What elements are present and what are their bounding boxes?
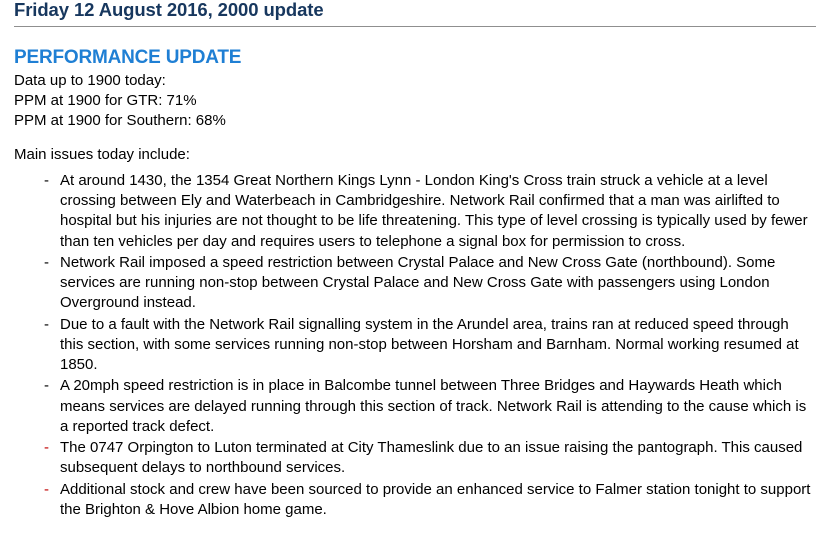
bullet-marker: - (44, 377, 49, 395)
list-item (14, 171, 816, 252)
issues-list (14, 171, 816, 520)
bullet-marker: - (44, 439, 49, 457)
list-item (14, 480, 816, 521)
list-item-text: At around 1430, the 1354 Great Northern Kings Lynn - London King's Cross train struck a vehicle at a level crossing between Ely and Waterbeach in Cambridgeshire. Network Rail confirmed that a man was airlifted to hospital but his injuries are not thought to be life threatening. This type of level crossing is typically used by fewer than ten vehicles per day and requires users to telephone a signal box for permission to cross. (60, 171, 808, 250)
bullet-marker: - (44, 171, 49, 189)
list-item-text: Network Rail imposed a speed restriction between Crystal Palace and New Cross Gate (northbound). Some services are running non-stop between Crystal Palace and New Cross Gate with passengers using London Overground instead. (60, 253, 776, 312)
bullet-marker: - (44, 315, 49, 333)
list-item (14, 376, 816, 437)
list-item-text: A 20mph speed restriction is in place in Balcombe tunnel between Three Bridges and Haywards Heath which means services are delayed running through this section of track. Network Rail is attending to the cause which is a reported track defect. (60, 377, 807, 435)
list-item-text: The 0747 Orpington to Luton terminated at City Thameslink due to an issue raising the pantograph. This caused subsequent delays to northbound services. (60, 439, 803, 477)
bullet-marker: - (44, 480, 49, 498)
data-up-to-line: Data up to 1900 today: (14, 72, 166, 90)
list-item (14, 253, 816, 314)
bullet-marker: - (44, 253, 49, 271)
main-issues-intro: Main issues today include: (14, 146, 190, 163)
list-item (14, 438, 816, 479)
list-item-text: Additional stock and crew have been sourced to provide an enhanced service to Falmer station tonight to support the Brighton & Hove Albion home game. (60, 480, 811, 518)
spacer (14, 131, 816, 145)
title-divider (14, 26, 816, 27)
list-item (14, 315, 816, 376)
ppm-gtr-line: PPM at 1900 for GTR: 71% (14, 92, 197, 110)
section-heading-performance-update: PERFORMANCE UPDATE (14, 47, 242, 69)
document-title: Friday 12 August 2016, 2000 update (14, 0, 324, 20)
ppm-southern-line: PPM at 1900 for Southern: 68% (14, 112, 226, 130)
list-item-text: Due to a fault with the Network Rail signalling system in the Arundel area, trains ran at reduced speed through this section, with some services running non-stop between Horsham and Barnham. Normal working resumed at 1850. (60, 315, 799, 374)
